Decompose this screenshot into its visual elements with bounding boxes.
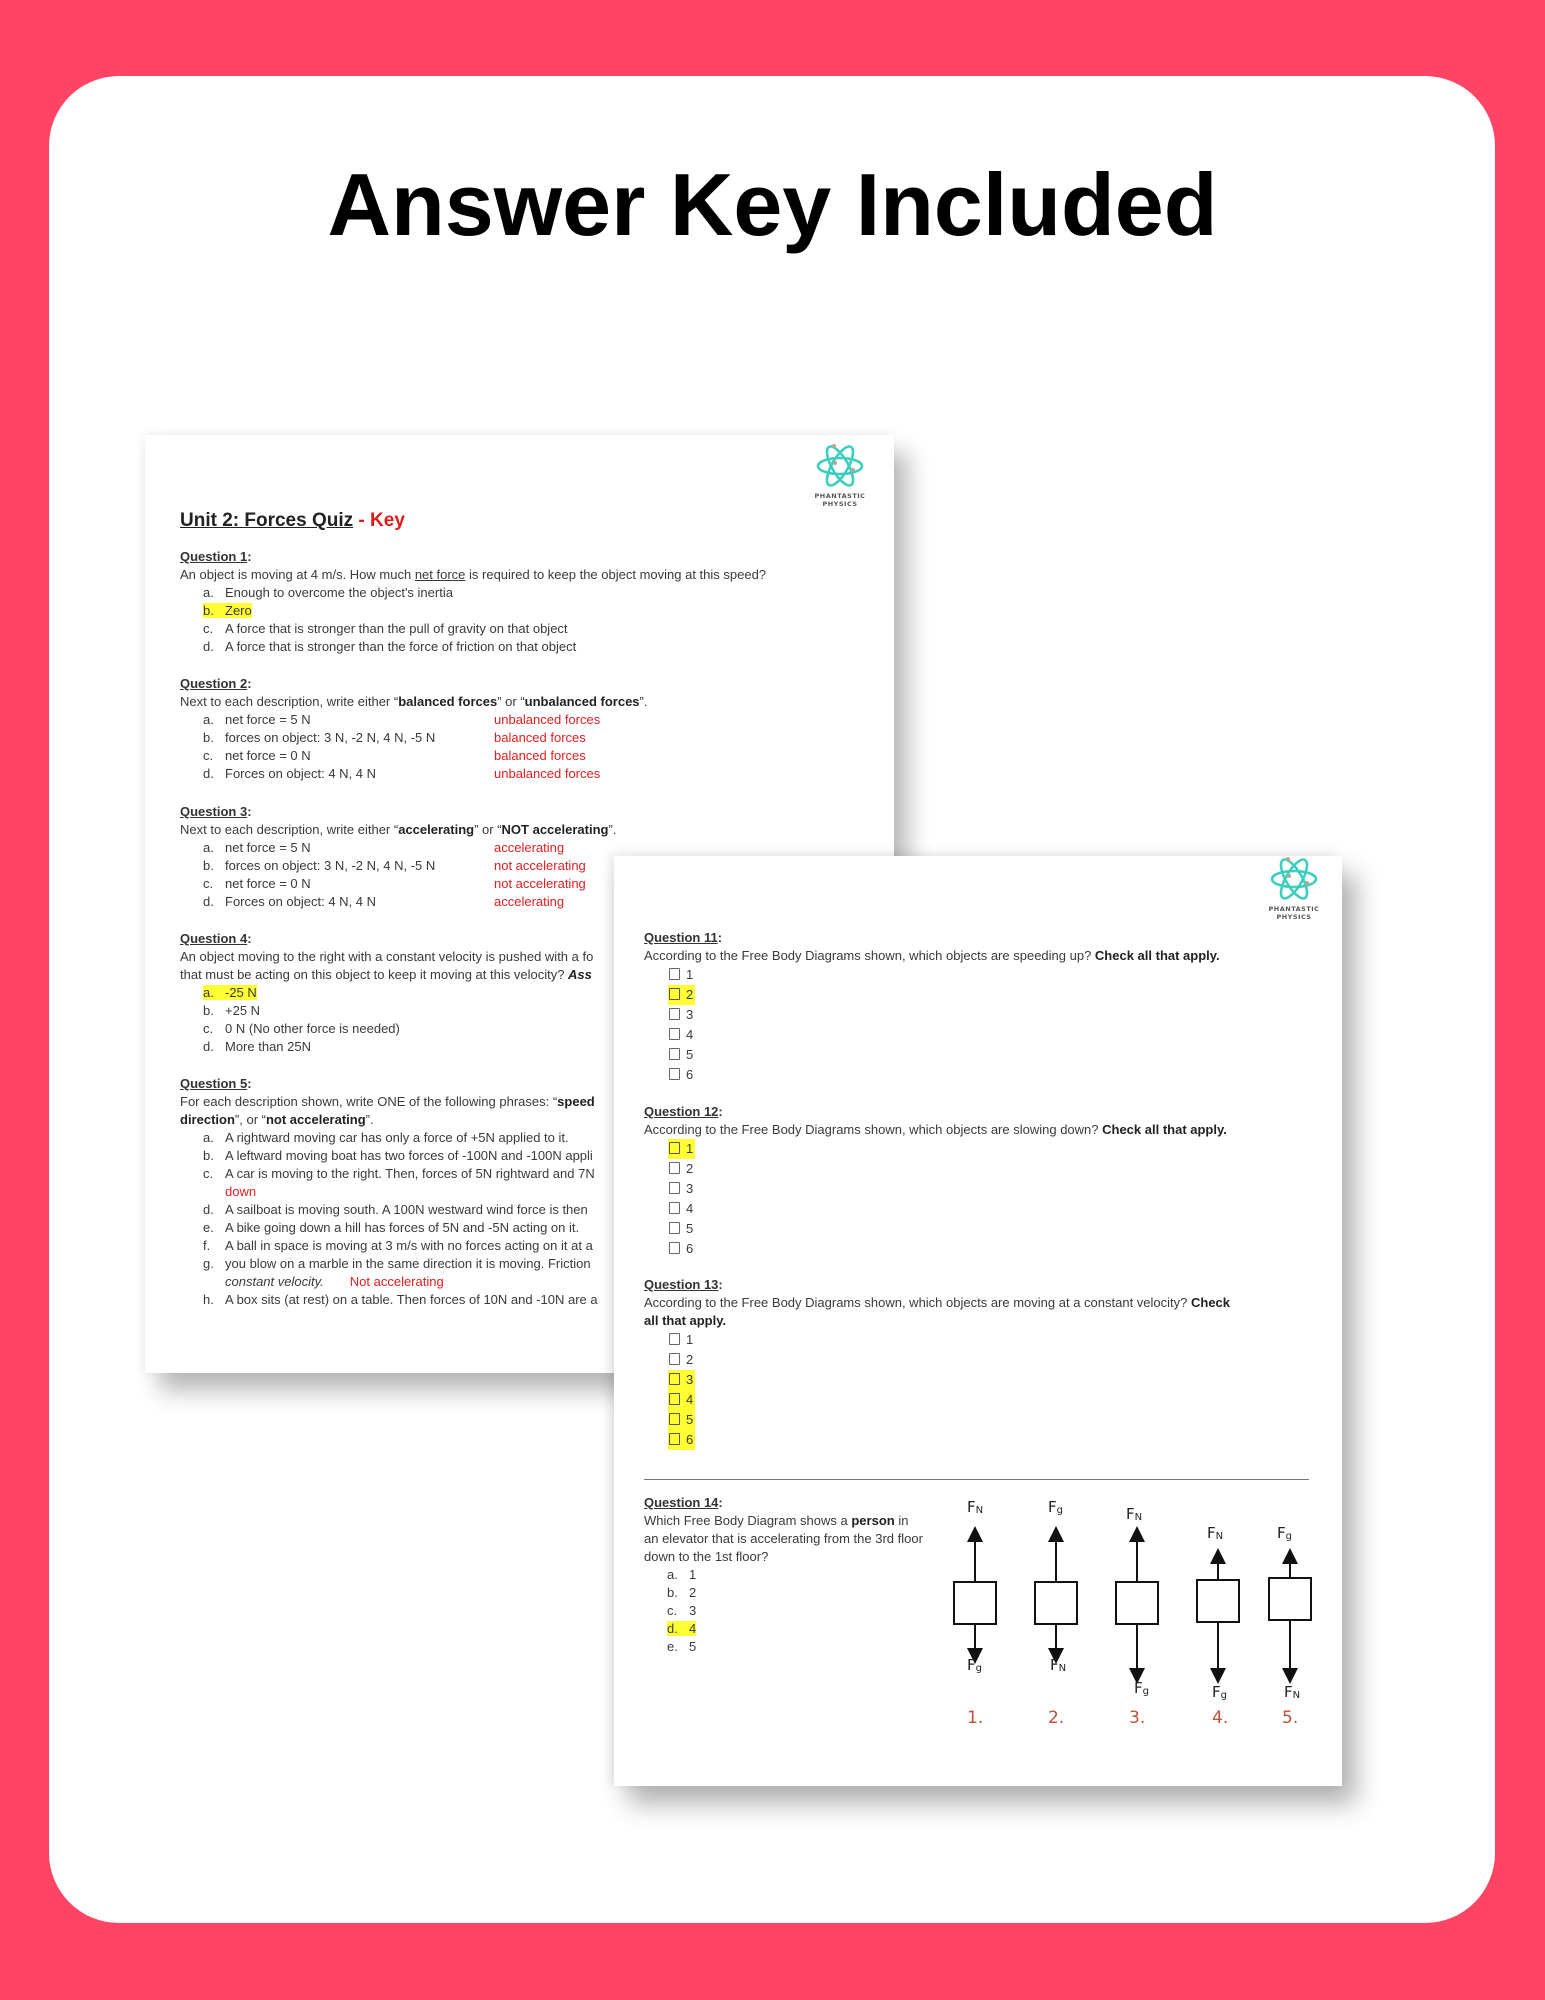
item-g-continuation: constant velocity. Not accelerating (225, 1274, 444, 1289)
fbd1-top-label: $F_N$ (967, 1498, 984, 1516)
fbd3-number: 3. (1129, 1708, 1146, 1728)
question-5 (180, 1075, 598, 1309)
answer: unbalanced forces (494, 712, 601, 727)
logo-text-line2: PHYSICS (1276, 913, 1312, 921)
option-d-correct: d. 4 (667, 1621, 697, 1636)
question-text-line1: An object moving to the right with a constant velocity is pushed with a fo (180, 949, 594, 964)
phantastic-physics-logo (805, 443, 875, 508)
checkbox-option-2[interactable]: 2 (644, 1159, 1227, 1179)
question-heading: Question 4: (180, 931, 252, 946)
checkbox-option-5[interactable]: 5 (644, 1045, 1220, 1065)
fbd5-top-label: $F_g$ (1277, 1524, 1292, 1542)
checkbox-option-5-correct[interactable]: 5 (644, 1410, 1230, 1430)
question-heading: Question 1: (180, 549, 252, 564)
item-d: d. A sailboat is moving south. A 100N westward wind force is then (203, 1202, 588, 1217)
headline: Answer Key Included (327, 155, 1218, 254)
item-b: b. forces on object: 3 N, -2 N, 4 N, -5 N not accelerating (203, 858, 586, 873)
option-e: e. 5 (667, 1639, 697, 1654)
option-c: c. 0 N (No other force is needed) (203, 1021, 400, 1036)
item-d: d. Forces on object: 4 N, 4 N unbalanced forces (203, 766, 601, 781)
question-text-line1: Which Free Body Diagram shows a person in (644, 1513, 909, 1528)
answer: Not accelerating (349, 1274, 444, 1289)
answer: accelerating (494, 894, 565, 909)
question-text: An object is moving at 4 m/s. How much net force is required to keep the object moving at this speed? (180, 567, 767, 582)
option-c: c. 3 (667, 1603, 697, 1618)
fbd2-bottom-label: $F_N$ (1050, 1656, 1067, 1674)
checkbox-option-2-correct[interactable]: 2 (644, 985, 1220, 1005)
item-h: h. A box sits (at rest) on a table. Then forces of 10N and -10N are a (203, 1292, 598, 1307)
option-c: c. A force that is stronger than the pull of gravity on that object (203, 621, 568, 636)
option-a: a. 1 (667, 1567, 697, 1582)
answer: balanced forces (494, 748, 586, 763)
fbd5-number: 5. (1282, 1708, 1299, 1728)
question-2 (180, 675, 860, 783)
question-text-line2: an elevator that is accelerating from the 3rd floor (644, 1531, 923, 1546)
option-a: a. Enough to overcome the object's inertia (203, 585, 453, 600)
item-b: b. forces on object: 3 N, -2 N, 4 N, -5 N balanced forces (203, 730, 586, 745)
question-text-line1: According to the Free Body Diagrams shown, which objects are moving at a constant velocity? Check (644, 1295, 1231, 1310)
logo-text-line1: PHANTASTIC (814, 492, 866, 500)
question-heading: Question 5: (180, 1076, 252, 1091)
question-heading: Question 11: (644, 930, 723, 945)
item-c: c. net force = 0 N not accelerating (203, 876, 586, 891)
question-heading: Question 12: (644, 1104, 723, 1119)
fbd3-bottom-label: $F_g$ (1134, 1679, 1149, 1697)
fbd1-number: 1. (967, 1708, 984, 1728)
fbd2-top-label: $F_g$ (1048, 1498, 1063, 1516)
answer: unbalanced forces (494, 766, 601, 781)
option-b-correct: b. Zero (203, 603, 252, 618)
item-g: g. you blow on a marble in the same direction it is moving. Friction (203, 1256, 591, 1271)
fbd3-top-label: $F_N$ (1126, 1505, 1143, 1523)
question-text-line3: down to the 1st floor? (644, 1549, 769, 1564)
option-d: d. A force that is stronger than the force of friction on that object (203, 639, 577, 654)
item-d: d. Forces on object: 4 N, 4 N accelerating (203, 894, 565, 909)
document-title (180, 510, 405, 532)
checkbox-option-6[interactable]: 6 (644, 1065, 1220, 1085)
answer: not accelerating (494, 858, 586, 873)
checkbox-option-1-correct[interactable]: 1 (644, 1139, 1227, 1159)
checkbox-option-4-correct[interactable]: 4 (644, 1390, 1230, 1410)
fbd4-bottom-label: $F_g$ (1212, 1683, 1227, 1701)
checkbox-option-3[interactable]: 3 (644, 1179, 1227, 1199)
question-text: Next to each description, write either “balanced forces” or “unbalanced forces”. (180, 694, 648, 709)
checkbox-option-1[interactable]: 1 (644, 1330, 1230, 1350)
fbd2-number: 2. (1048, 1708, 1065, 1728)
question-text: According to the Free Body Diagrams shown, which objects are slowing down? Check all that apply. (644, 1122, 1227, 1137)
checkbox-option-4[interactable]: 4 (644, 1199, 1227, 1219)
title-main: Unit 2: Forces Quiz (180, 510, 354, 531)
question-text: Next to each description, write either “accelerating” or “NOT accelerating”. (180, 822, 617, 837)
item-c: c. A car is moving to the right. Then, forces of 5N rightward and 7N (203, 1166, 595, 1181)
checkbox-option-4[interactable]: 4 (644, 1025, 1220, 1045)
question-heading: Question 13: (644, 1277, 723, 1292)
item-e: e. A bike going down a hill has forces of 5N and -5N acting on it. (203, 1220, 580, 1235)
checkbox-option-6[interactable]: 6 (644, 1239, 1227, 1259)
checkbox-option-2[interactable]: 2 (644, 1350, 1230, 1370)
item-c-answer: down (225, 1184, 257, 1199)
question-text-line2: all that apply. (644, 1313, 727, 1328)
option-b: b. 2 (667, 1585, 697, 1600)
fbd4-number: 4. (1212, 1708, 1229, 1728)
question-text-line1: For each description shown, write ONE of the following phrases: “speed (180, 1094, 595, 1109)
fbd4-top-label: $F_N$ (1207, 1524, 1224, 1542)
checkbox-option-5[interactable]: 5 (644, 1219, 1227, 1239)
option-b: b. +25 N (203, 1003, 261, 1018)
item-a: a. net force = 5 N accelerating (203, 840, 565, 855)
question-heading: Question 14: (644, 1495, 723, 1510)
question-text: According to the Free Body Diagrams shown, which objects are speeding up? Check all that apply. (644, 948, 1220, 963)
logo-text-line1: PHANTASTIC (1268, 905, 1320, 913)
title-key-suffix: - Key (358, 510, 405, 531)
question-heading: Question 3: (180, 804, 252, 819)
answer: accelerating (494, 840, 565, 855)
question-1 (180, 548, 766, 656)
question-text-line2: that must be acting on this object to keep it moving at this velocity? Ass (180, 967, 592, 982)
option-d: d. More than 25N (203, 1039, 311, 1054)
checkbox-option-3-correct[interactable]: 3 (644, 1370, 1230, 1390)
checkbox-option-3[interactable]: 3 (644, 1005, 1220, 1025)
item-f: f. A ball in space is moving at 3 m/s with no forces acting on it at a (203, 1238, 593, 1253)
free-body-diagrams (614, 856, 1342, 1786)
question-heading: Question 2: (180, 676, 252, 691)
item-a: a. A rightward moving car has only a force of +5N applied to it. (203, 1130, 569, 1145)
atom-icon (815, 443, 865, 489)
logo-text-line2: PHYSICS (822, 500, 858, 508)
item-a: a. net force = 5 N unbalanced forces (203, 712, 601, 727)
quiz-key-page-2 (614, 856, 1342, 1786)
fbd5-bottom-label: $F_N$ (1284, 1683, 1301, 1701)
checkbox-option-6-correct[interactable]: 6 (644, 1430, 1230, 1450)
checkbox-option-1[interactable]: 1 (644, 965, 1220, 985)
question-text-line2: direction”, or “not accelerating”. (180, 1112, 374, 1127)
answer: balanced forces (494, 730, 586, 745)
answer: not accelerating (494, 876, 586, 891)
option-a-correct: a. -25 N (203, 985, 257, 1000)
fbd1-bottom-label: $F_g$ (967, 1656, 982, 1674)
question-4 (180, 930, 593, 1056)
item-c: c. net force = 0 N balanced forces (203, 748, 586, 763)
item-b: b. A leftward moving boat has two forces of -100N and -100N appli (203, 1148, 593, 1163)
